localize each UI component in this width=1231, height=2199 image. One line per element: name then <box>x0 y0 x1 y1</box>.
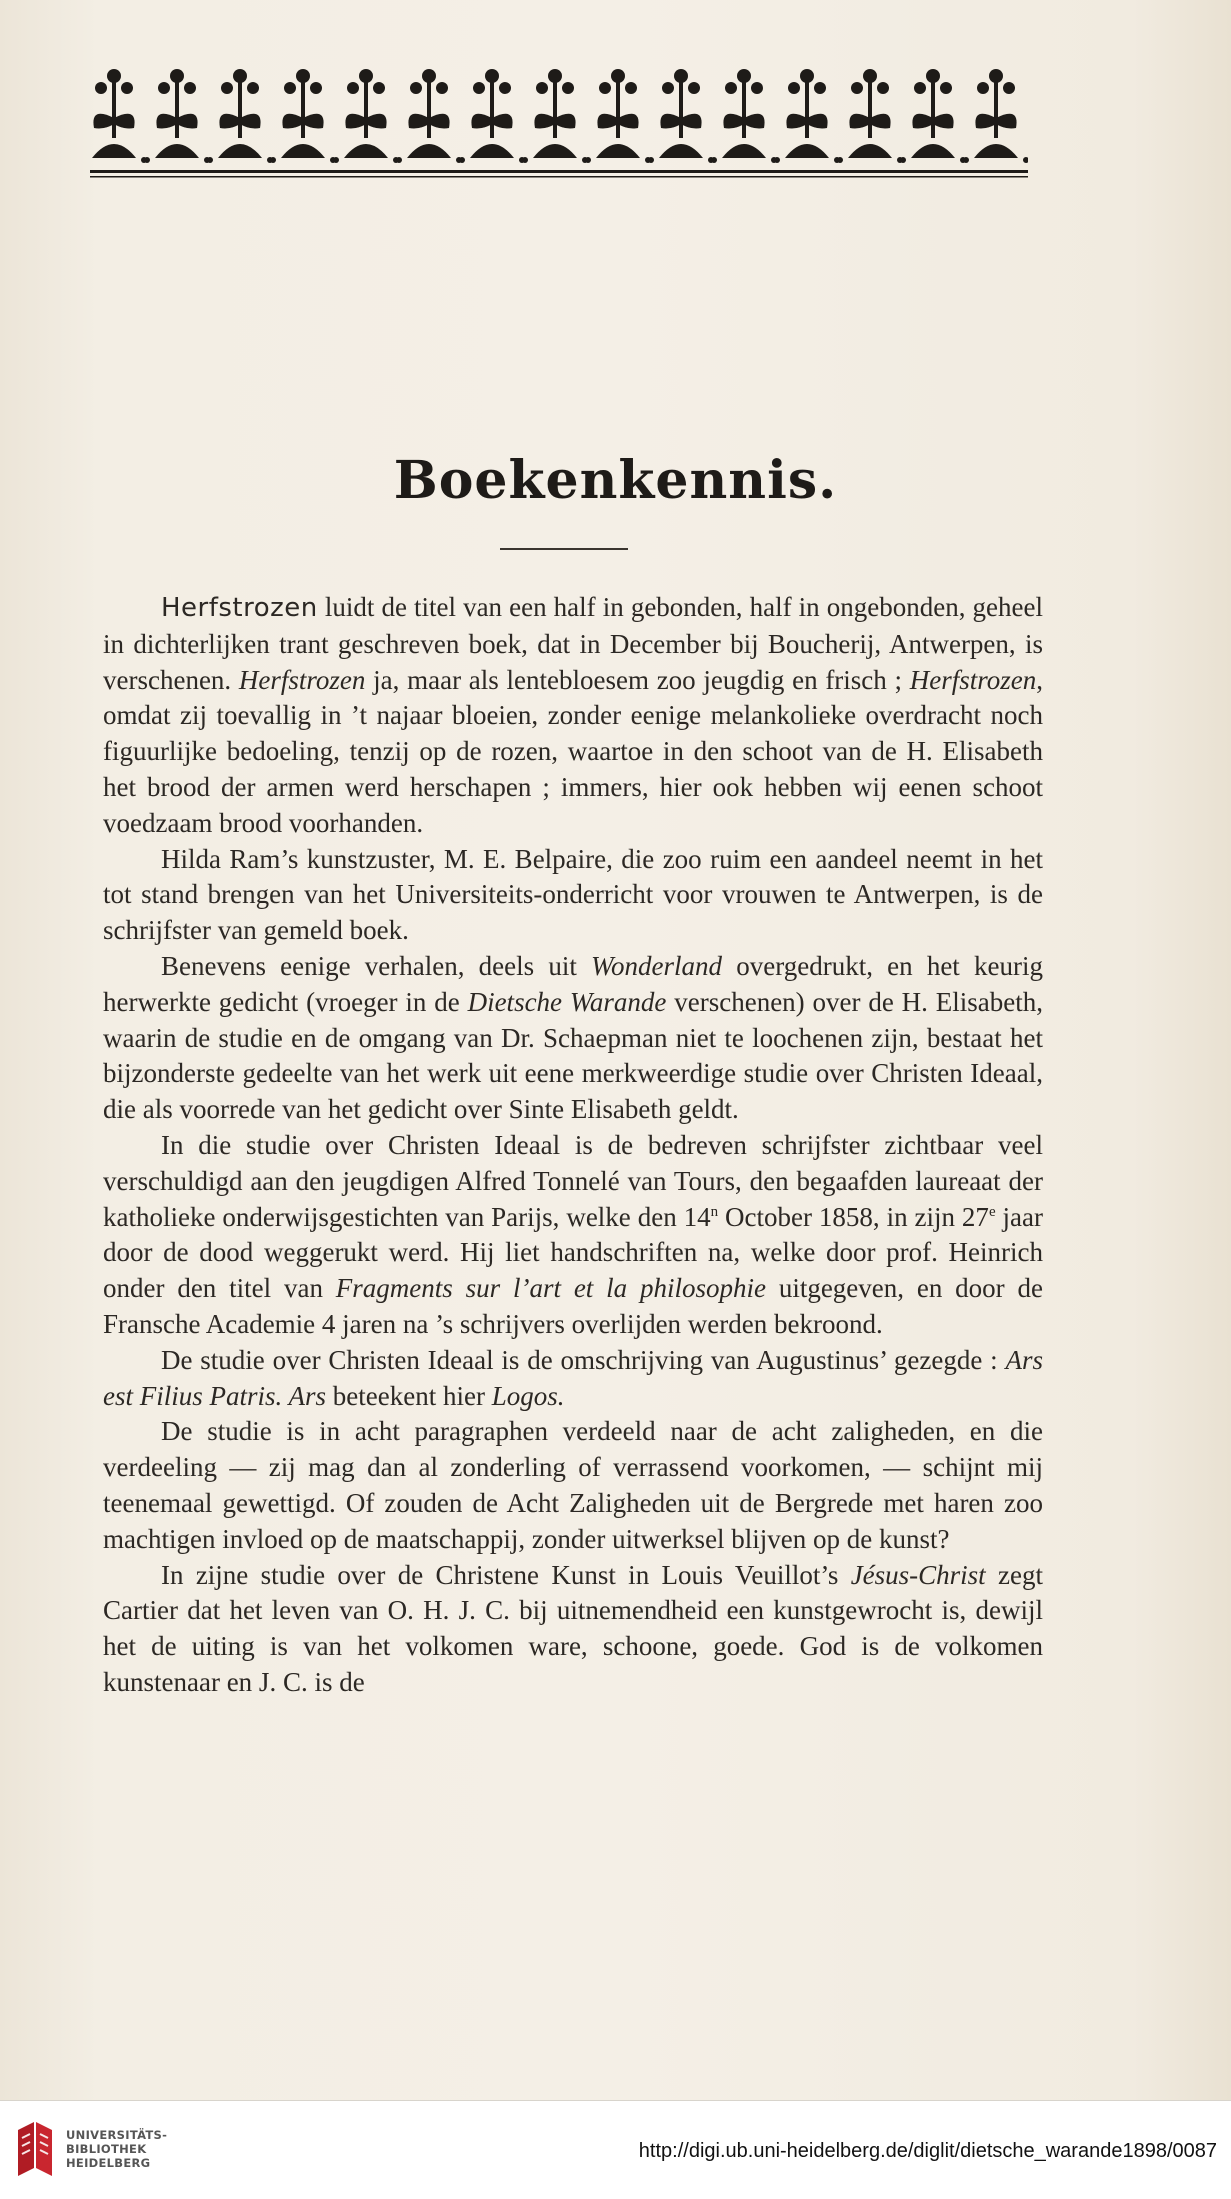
source-url-link[interactable]: http://digi.ub.uni-heidelberg.de/diglit/dietsche_warande1898/0087 <box>638 2140 1217 2162</box>
text-run: n <box>710 1203 719 1220</box>
flower-motif <box>711 69 777 163</box>
flower-motif <box>585 69 651 163</box>
paragraph <box>103 1343 1043 1415</box>
text-run: Fragments sur l’art et la philosophie <box>335 1273 766 1304</box>
text-run: Ars est Filius Patris. Ars <box>103 1344 1043 1411</box>
flower-motif <box>459 69 525 163</box>
text-run: jaar door de dood weggerukt werd. Hij liet handschriften na, welke door prof. Heinrich onder den titel van <box>103 1201 1043 1304</box>
text-run: overgedrukt, en het keurig herwerkte gedicht (vroeger in de <box>103 950 1043 1017</box>
article-body <box>103 590 1043 1701</box>
text-run: Hilda Ram’s kunstzuster, M. E. Belpaire, die zoo ruim een aandeel neemt in het tot stand brengen van het Universiteits-onderricht voor vrouwen te Antwerpen, is de schrijfster van gemeld boek. <box>103 843 1043 946</box>
title-divider <box>500 548 628 550</box>
text-run: verschenen) over de H. Elisabeth, waarin de studie en de omgang van Dr. Schaepman niet te loochenen zijn, bestaat het bijzonderste gedeelte van het werk uit eene merkweerdige studie over Christen Ideaal, die als voorrede van het gedicht over Sinte Elisabeth geldt. <box>103 986 1043 1125</box>
flower-motif <box>90 69 147 163</box>
text-run: Benevens eenige verhalen, deels uit <box>161 950 592 981</box>
text-run: Herfstrozen <box>161 593 318 623</box>
text-run: Jésus-Christ <box>850 1559 986 1590</box>
page-title: Boekenkennis. <box>393 450 838 511</box>
flower-motif <box>333 69 399 163</box>
text-run: Herfstrozen <box>238 664 366 695</box>
text-run: De studie over Christen Ideaal is de omschrijving van Augustinus’ gezegde : <box>161 1344 1006 1375</box>
flower-motif <box>648 69 714 163</box>
paragraph <box>103 1558 1043 1701</box>
paragraph <box>103 1414 1043 1557</box>
text-run: , omdat zij toevallig in ’t najaar bloeien, zonder eenige melankolieke overdracht noch figuurlijke bedoeling, tenzij op de rozen, waartoe in den schoot van de H. Elisabeth het brood der armen werd herschapen ; immers, hier ook hebben wij eenen schoot voedzaam brood voorhanden. <box>103 664 1043 838</box>
paragraph <box>103 949 1043 1128</box>
text-run: October 1858, in zijn 27 <box>718 1201 989 1232</box>
flower-motif <box>396 69 462 163</box>
text-run: zegt Cartier dat het leven van O. H. J. C. bij uitnemendheid een kunstgewrocht is, dewijl het de uiting is van het volkomen ware, schoone, goede. God is de volkomen kunstenaar en J. C. is de <box>103 1559 1043 1697</box>
library-line: BIBLIOTHEK <box>66 2142 147 2156</box>
text-run: beteekent hier <box>326 1380 492 1411</box>
paragraph <box>103 1128 1043 1343</box>
text-run: In die studie over Christen Ideaal is de bedreven schrijfster zichtbaar veel verschuldigd aan den jeugdigen Alfred Tonnelé van Tours, den begaafden laureaat der katholieke onderwijsgestichten van Parijs, welke den 14 <box>103 1129 1043 1232</box>
text-run: De studie is in acht paragraphen verdeeld naar de acht zaligheden, en die verdeeling — zij mag dan al zonderling of verrassend voorkomen, — schijnt mij teenemaal gewettigd. Of zouden de Acht Zaligheden uit de Bergrede met haren zoo machtigen invloed op de maatschappij, zonder uitwerksel blijven op de kunst? <box>103 1416 1043 1554</box>
flower-motif <box>207 69 273 163</box>
flower-motif <box>900 69 966 163</box>
flower-motif <box>270 69 336 163</box>
text-run: Dietsche Warande <box>467 986 667 1017</box>
text-run: luidt de titel van een half in gebonden, half in ongebonden, geheel in dichterlijken trant geschreven boek, dat in December bij Boucherij, Antwerpen, is verschenen. <box>103 592 1043 695</box>
text-run: Herfstrozen <box>909 664 1037 695</box>
flower-motif <box>144 69 210 163</box>
paragraph <box>103 590 1043 842</box>
university-library-logo-icon <box>14 2118 56 2180</box>
text-run: Wonderland <box>591 950 723 981</box>
paragraph <box>103 842 1043 949</box>
text-run: uitgegeven, en door de Fransche Academie 4 jaren na ’s schrijvers overlijden werden bekroond. <box>103 1273 1043 1339</box>
library-line: HEIDELBERG <box>66 2156 151 2170</box>
text-run: e <box>988 1203 996 1220</box>
text-run: Logos. <box>491 1380 565 1411</box>
library-line: UNIVERSITÄTS- <box>66 2128 168 2142</box>
flower-motif <box>963 69 1028 163</box>
text-run: In zijne studie over de Christene Kunst in Louis Veuillot’s <box>161 1559 851 1590</box>
library-name <box>66 2128 167 2170</box>
flower-motif <box>837 69 903 163</box>
text-run: ja, maar als lentebloesem zoo jeugdig en frisch ; <box>365 664 910 695</box>
flower-motif <box>522 69 588 163</box>
floral-ornament-header <box>90 58 1028 188</box>
flower-motif <box>774 69 840 163</box>
